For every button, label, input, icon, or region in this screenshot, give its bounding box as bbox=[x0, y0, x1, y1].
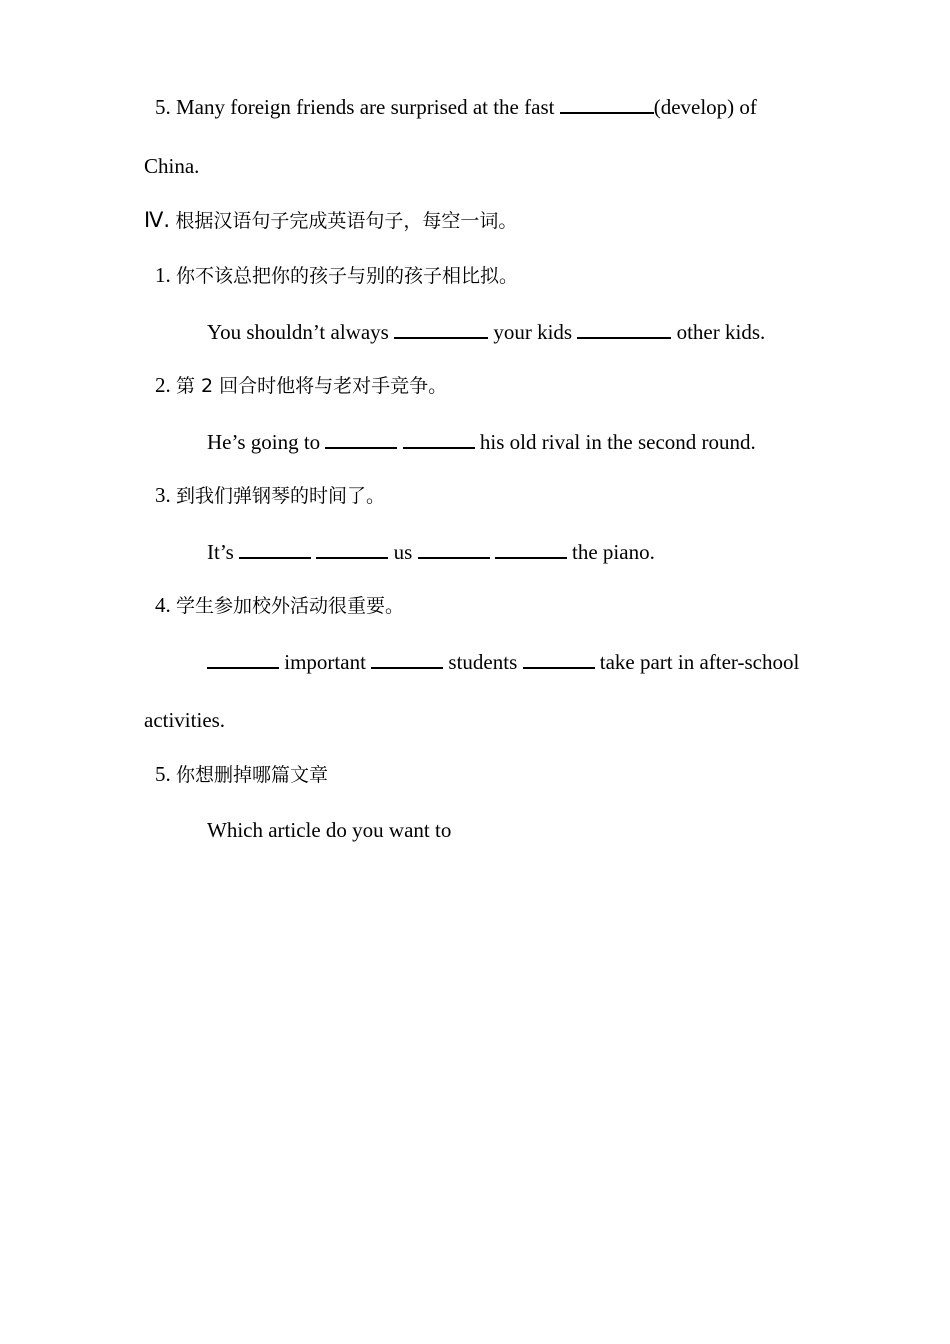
item-2-english bbox=[207, 429, 756, 454]
sentence-text: your kids bbox=[493, 320, 573, 344]
sentence-text: students bbox=[448, 650, 518, 674]
chinese-prompt: 你不该总把你的孩子与别的孩子相比拟。 bbox=[176, 265, 519, 287]
answer-blank[interactable] bbox=[495, 539, 567, 559]
sentence-text: his old rival in the second round. bbox=[479, 430, 756, 454]
item-4-chinese bbox=[155, 593, 404, 618]
chinese-prompt: 学生参加校外活动很重要。 bbox=[176, 595, 405, 617]
sentence-text: Many foreign friends are surprised at the fast bbox=[176, 95, 555, 119]
chinese-prompt: 你想删掉哪篇文章 bbox=[176, 764, 329, 786]
sentence-text: the piano. bbox=[572, 540, 655, 564]
sentence-text: other kids. bbox=[676, 320, 766, 344]
item-1-chinese bbox=[155, 263, 518, 288]
answer-blank[interactable] bbox=[371, 649, 443, 669]
item-number: 2. bbox=[155, 373, 171, 397]
item-number: 3. bbox=[155, 483, 171, 507]
item-number: 1. bbox=[155, 263, 171, 287]
item-number: 5. bbox=[155, 95, 171, 119]
answer-blank[interactable] bbox=[560, 94, 654, 114]
sentence-text: Which article do you want to bbox=[207, 818, 452, 842]
item-3-english bbox=[207, 539, 655, 564]
section-instruction: 根据汉语句子完成英语句子，每空一词。 bbox=[175, 210, 518, 232]
answer-blank[interactable] bbox=[577, 319, 671, 339]
sentence-text: He’s going to bbox=[207, 430, 321, 454]
sentence-text: You shouldn’t always bbox=[207, 320, 389, 344]
sentence-text: important bbox=[284, 650, 366, 674]
chinese-prompt: 到我们弹钢琴的时间了。 bbox=[176, 485, 386, 507]
item-5-chinese bbox=[155, 762, 328, 787]
sentence-text: us bbox=[393, 540, 413, 564]
prev-item-5-continuation: China. bbox=[144, 154, 200, 178]
sentence-text: take part in after-school bbox=[599, 650, 800, 674]
item-number: 4. bbox=[155, 593, 171, 617]
item-2-chinese bbox=[155, 373, 447, 398]
answer-blank[interactable] bbox=[207, 649, 279, 669]
answer-blank[interactable] bbox=[394, 319, 488, 339]
item-number: 5. bbox=[155, 762, 171, 786]
answer-blank[interactable] bbox=[403, 429, 475, 449]
answer-blank[interactable] bbox=[325, 429, 397, 449]
chinese-prompt: 第 2 回合时他将与老对手竞争。 bbox=[176, 375, 448, 397]
prev-item-5-line bbox=[155, 94, 757, 119]
item-4-english bbox=[207, 649, 799, 674]
item-3-chinese bbox=[155, 483, 385, 508]
answer-blank[interactable] bbox=[239, 539, 311, 559]
item-1-english bbox=[207, 319, 765, 344]
section-numeral: Ⅳ. bbox=[144, 208, 171, 232]
answer-blank[interactable] bbox=[523, 649, 595, 669]
sentence-text: It’s bbox=[207, 540, 234, 564]
answer-blank[interactable] bbox=[418, 539, 490, 559]
answer-blank[interactable] bbox=[316, 539, 388, 559]
item-4-continuation: activities. bbox=[144, 708, 226, 732]
item-5-english bbox=[207, 818, 451, 842]
section-heading bbox=[144, 208, 517, 233]
word-hint: (develop) of bbox=[653, 95, 757, 119]
